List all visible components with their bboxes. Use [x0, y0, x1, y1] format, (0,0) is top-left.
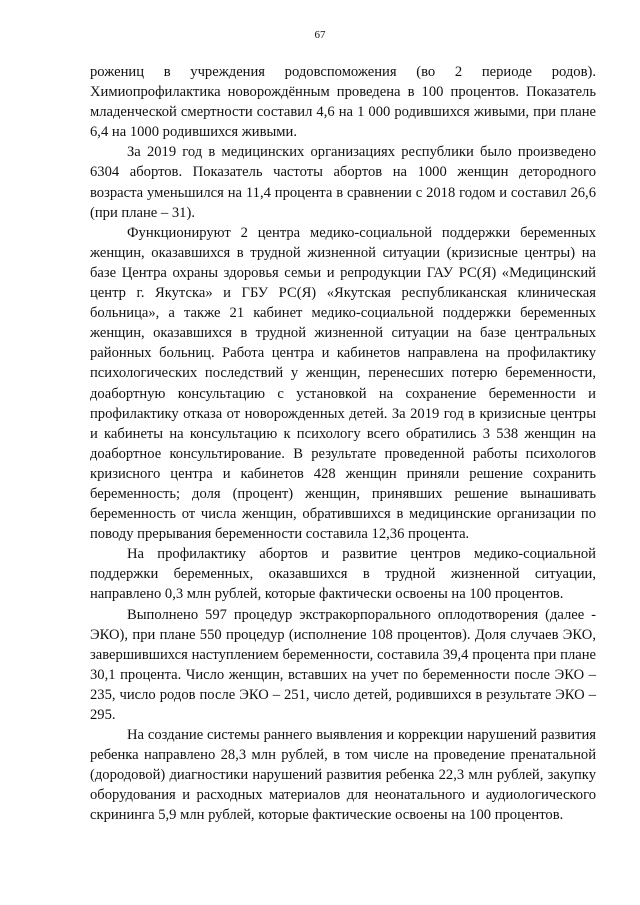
page-number: 67	[314, 29, 326, 41]
paragraph-prevention-funding: На профилактику абортов и развитие центров медико-социальной поддержки беременных, оказавшихся в трудной жизненной ситуации, направлено 0,3 млн рублей, которые фактически освоены на 100 процентов.	[90, 546, 596, 603]
paragraph-abortions: За 2019 год в медицинских организациях республики было произведено 6304 абортов. Показатель частоты абортов на 1000 женщин детородного возраста уменьшился на 11,4 процента в сравнении с 2018 годом и составил 26,6 (при плане – 31).	[90, 144, 596, 221]
paragraph-eco: Выполнено 597 процедур экстракорпорального оплодотворения (далее - ЭКО), при плане 550 процедур (исполнение 108 процентов). Доля случаев ЭКО, завершившихся наступлением беременности, составила 39,4 процента при плане 30,1 процента. Число женщин, вставших на учет по беременности после ЭКО – 235, число родов после ЭКО – 251, число детей, родившихся в результате ЭКО – 295.	[90, 606, 596, 723]
paragraph-continued: рожениц в учреждения родовспоможения (во 2 периоде родов). Химиопрофилактика новорождённым проведена в 100 процентов. Показатель младенческой смертности составил 4,6 на 1 000 родившихся живыми, при плане 6,4 на 1000 родившихся живыми.	[90, 64, 596, 141]
paragraph-support-centers: Функционируют 2 центра медико-социальной поддержки беременных женщин, оказавшихся в трудной жизненной ситуации (кризисные центры) на базе Центра охраны здоровья семьи и репродукции ГАУ РС(Я) «Медицинский центр г. Якутска» и ГБУ РС(Я) «Якутская республиканская клиническая больница», а также 21 кабинет медико-социальной поддержки беременных женщин, оказавшихся в трудной жизненной ситуации на базе центральных районных больниц. Работа центра и кабинетов направлена на профилактику психологических последствий у женщин, перенесших потерю беременности, доабортную консультацию с установкой на сохранение беременности и профилактику отказа от новорожденных детей. За 2019 год в кризисные центры и кабинеты на консультацию к психологу всего обратились 3 538 женщин на доабортное консультирование. В результате проведенной работы психологов кризисного центра и кабинетов 428 женщин приняли решение сохранить беременность; доля (процент) женщин, принявших решение вынашивать беременность от числа женщин, обратившихся в медицинские организации по поводу прерывания беременности составила 12,36 процента.	[90, 224, 596, 543]
paragraph-early-detection: На создание системы раннего выявления и коррекции нарушений развития ребенка направлено 28,3 млн рублей, в том числе на проведение пренатальной (дородовой) диагностики нарушений развития ребенка 22,3 млн рублей, закупку оборудования и расходных материалов для неонатального и аудиологического скрининга 5,9 млн рублей, которые фактические освоены на 100 процентов.	[90, 727, 596, 824]
document-body	[90, 62, 596, 826]
